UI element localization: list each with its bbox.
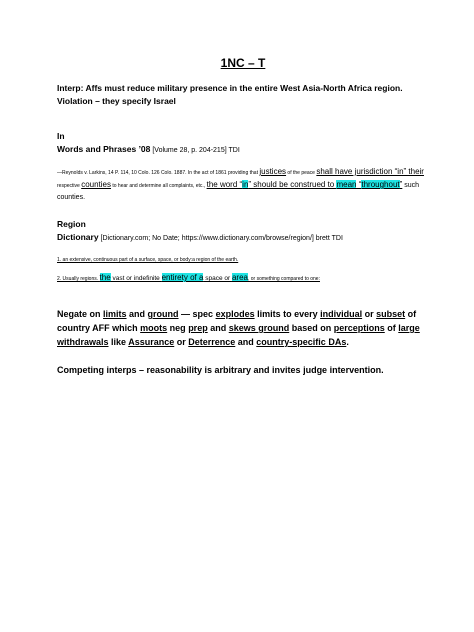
document-content: [57, 56, 429, 377]
card-underline-segment: counties: [81, 180, 111, 189]
para-text: of country AFF which: [57, 309, 417, 333]
card-text-segment: respective: [57, 183, 82, 189]
card-underline-segment: “: [356, 180, 362, 189]
para-underline: ground: [147, 309, 179, 319]
region-cite-details: [Dictionary.com; No Date; https://www.dictionary.com/browse/region/] brett TDI: [98, 235, 343, 242]
in-cite-details: [Volume 28, p. 204-215] TDI: [150, 147, 240, 154]
para-underline: country-specific DAs: [256, 337, 347, 347]
para-text: and: [235, 337, 257, 347]
in-citation: [57, 142, 429, 158]
card-underline-segment: justices: [259, 167, 287, 176]
card-underline-segment: space or: [203, 275, 232, 282]
para-underline: moots: [140, 323, 168, 333]
para-text: and: [207, 323, 229, 333]
para-text: Negate on: [57, 309, 104, 319]
para-text: — spec: [178, 309, 216, 319]
para-underline: explodes: [215, 309, 255, 319]
para-text: .: [346, 337, 349, 347]
para-underline: perceptions: [333, 323, 385, 333]
para-text: like: [108, 337, 129, 347]
para-underline: Assurance: [128, 337, 175, 347]
para-text: neg: [167, 323, 189, 333]
region-def-2: [57, 272, 429, 285]
para-text: of: [384, 323, 399, 333]
in-heading: In: [57, 131, 65, 141]
card-underline-segment: the word “: [206, 180, 243, 189]
para-text: limits to every: [254, 309, 321, 319]
region-heading: Region: [57, 219, 86, 229]
card-highlight-segment: entirety of a: [161, 273, 204, 282]
para-underline: subset: [376, 309, 406, 319]
region-citation: [57, 230, 429, 246]
card-text-segment: , or something compared to one:: [247, 276, 320, 282]
in-card-text: [57, 166, 429, 204]
card-highlight-segment: mean: [336, 180, 357, 189]
para-underline: large withdrawals: [57, 323, 420, 347]
violation-text: Violation – they specify Israel: [57, 96, 176, 106]
competing-interps-paragraph: Competing interps – reasonability is arbitrary and invites judge intervention.: [57, 365, 384, 375]
card-text-segment: to hear and determine all complaints, etc.,: [110, 183, 207, 189]
card-underline-segment: ”: [399, 180, 403, 189]
para-text: based on: [289, 323, 334, 333]
interp-text: Interp: Affs must reduce military presence in the entire West Asia-North Africa region.: [57, 83, 403, 93]
para-text: or: [362, 309, 377, 319]
para-underline: limits: [103, 309, 127, 319]
card-underline-segment: vast or indefinite: [110, 275, 162, 282]
region-def-1: [57, 254, 429, 266]
in-cite-author: Words and Phrases ’08: [57, 144, 151, 154]
negate-paragraph: [57, 307, 429, 349]
card-text-segment: of the peace: [286, 170, 317, 176]
para-underline: Deterrence: [188, 337, 236, 347]
card-highlight-segment: in: [242, 180, 249, 189]
card-text-segment: —Reynolds v. Larkins, 14 P. 114, 10 Colo. 126 Colo. 1887. In the act of 1861 providing that: [57, 170, 260, 176]
card-text-segment: 1. an extensive, continuous part of a surface, space, or body:a region of the earth.: [57, 257, 239, 263]
region-cite-author: Dictionary: [57, 232, 99, 242]
card-highlight-segment: area: [231, 273, 248, 282]
card-highlight-segment: the: [99, 273, 111, 282]
para-underline: individual: [320, 309, 363, 319]
card-underline-segment: shall have jurisdiction “in” their: [316, 167, 424, 176]
card-underline-segment: ” should be construed to: [248, 180, 337, 189]
para-text: or: [174, 337, 189, 347]
page-title: 1NC – T: [220, 56, 266, 70]
para-text: and: [126, 309, 148, 319]
card-text-segment: such counties.: [57, 182, 420, 201]
card-text-segment: 2. Usually regions.: [57, 276, 100, 282]
para-underline: skews ground: [228, 323, 290, 333]
card-highlight-segment: throughout: [361, 180, 400, 189]
para-underline: prep: [188, 323, 208, 333]
